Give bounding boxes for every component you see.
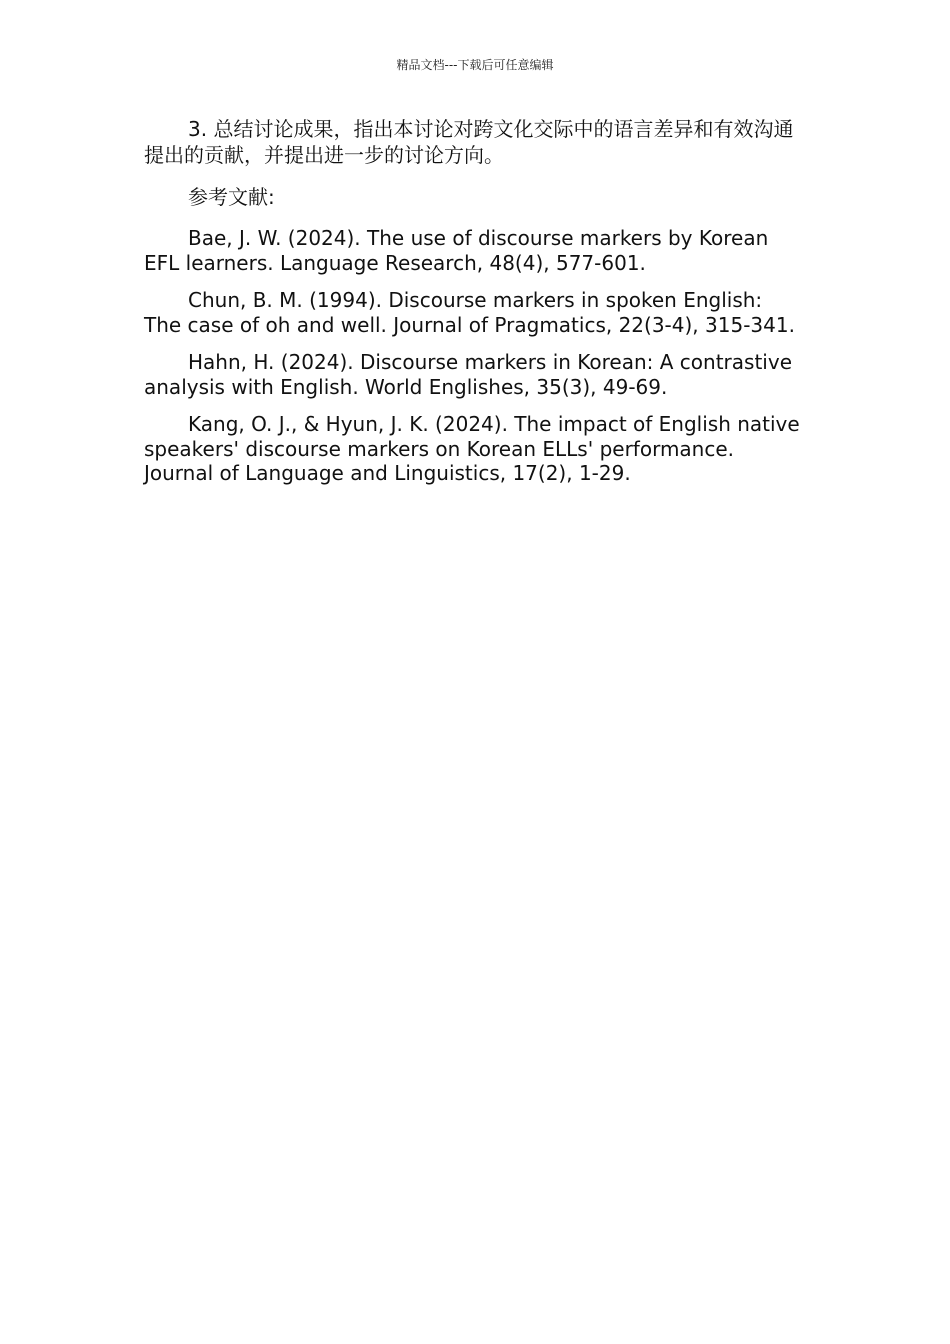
reference-entry: Kang, O. J., & Hyun, J. K. (2024). The impact of English native speakers' discourse markers on Korean ELLs' performance. Journal of Language and Linguistics, 17(2), 1-29. bbox=[144, 412, 800, 485]
reference-entry: Hahn, H. (2024). Discourse markers in Korean: A contrastive analysis with English. World Englishes, 35(3), 49-69. bbox=[144, 350, 792, 399]
page-header: 精品文档---下载后可任意编辑 bbox=[396, 58, 554, 72]
conclusion-paragraph: 3. 总结讨论成果，指出本讨论对跨文化交际中的语言差异和有效沟通提出的贡献，并提出进一步的讨论方向。 bbox=[144, 117, 794, 167]
reference-entry: Chun, B. M. (1994). Discourse markers in spoken English: The case of oh and well. Journal of Pragmatics, 22(3-4), 315-341. bbox=[144, 288, 795, 337]
document-body bbox=[144, 116, 804, 499]
references-heading: 参考文献: bbox=[188, 185, 275, 209]
reference-entry: Bae, J. W. (2024). The use of discourse markers by Korean EFL learners. Language Research, 48(4), 577-601. bbox=[144, 226, 769, 275]
